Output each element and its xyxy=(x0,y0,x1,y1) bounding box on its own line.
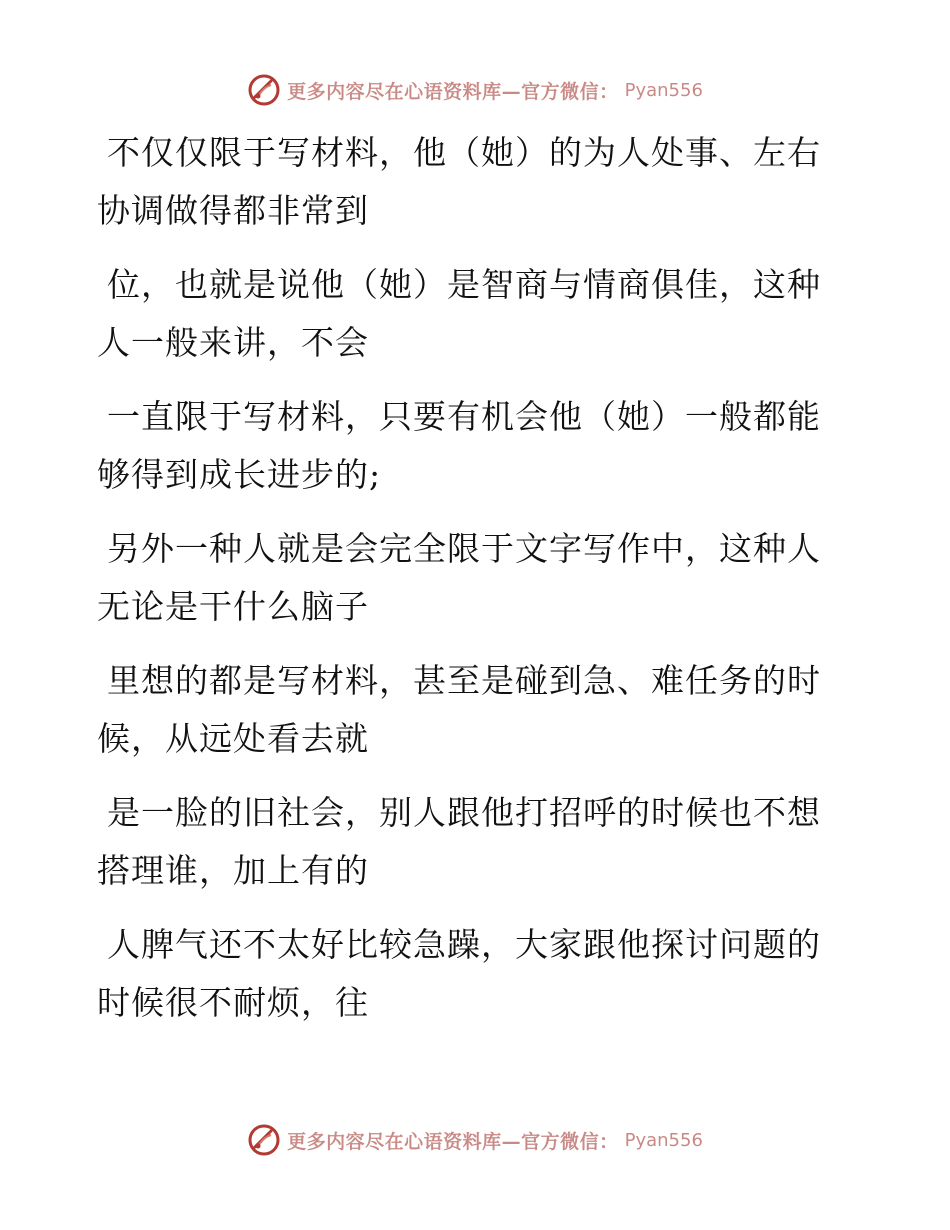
text-line: 里想的都是写材料，甚至是碰到急、难任务的时 xyxy=(107,661,821,700)
text-line: 人脾气还不太好比较急躁，大家跟他探讨问题的 xyxy=(107,925,821,964)
paragraph xyxy=(97,784,837,900)
text-line: 够得到成长进步的; xyxy=(97,455,382,494)
seal-logo-icon xyxy=(247,1123,281,1157)
paragraph xyxy=(97,388,837,504)
text-line: 无论是干什么脑子 xyxy=(97,587,369,626)
paragraph xyxy=(97,916,837,1032)
seal-logo-icon xyxy=(247,73,281,107)
text-line: 搭理谁，加上有的 xyxy=(97,851,369,890)
paragraph xyxy=(97,652,837,768)
footer-banner-text: 更多内容尽在心语资料库—官方微信： xyxy=(287,1130,619,1153)
text-line: 另外一种人就是会完全限于文字写作中，这种人 xyxy=(107,529,821,568)
paragraph xyxy=(97,256,837,372)
text-line: 人一般来讲，不会 xyxy=(97,323,369,362)
header-wechat-id: Pyan556 xyxy=(624,79,703,101)
paragraph xyxy=(97,520,837,636)
paragraph xyxy=(97,124,837,240)
text-line: 候，从远处看去就 xyxy=(97,719,369,758)
footer-banner xyxy=(0,1120,950,1160)
text-line: 协调做得都非常到 xyxy=(97,191,369,230)
header-banner xyxy=(0,70,950,110)
text-line: 位，也就是说他（她）是智商与情商俱佳，这种 xyxy=(107,265,821,304)
text-line: 一直限于写材料，只要有机会他（她）一般都能 xyxy=(107,397,821,436)
header-banner-text: 更多内容尽在心语资料库—官方微信： xyxy=(287,80,619,103)
text-line: 是一脸的旧社会，别人跟他打招呼的时候也不想 xyxy=(107,793,821,832)
text-line: 不仅仅限于写材料，他（她）的为人处事、左右 xyxy=(107,133,821,172)
footer-wechat-id: Pyan556 xyxy=(624,1129,703,1151)
text-line: 时候很不耐烦，往 xyxy=(97,983,369,1022)
document-body xyxy=(97,124,837,1048)
